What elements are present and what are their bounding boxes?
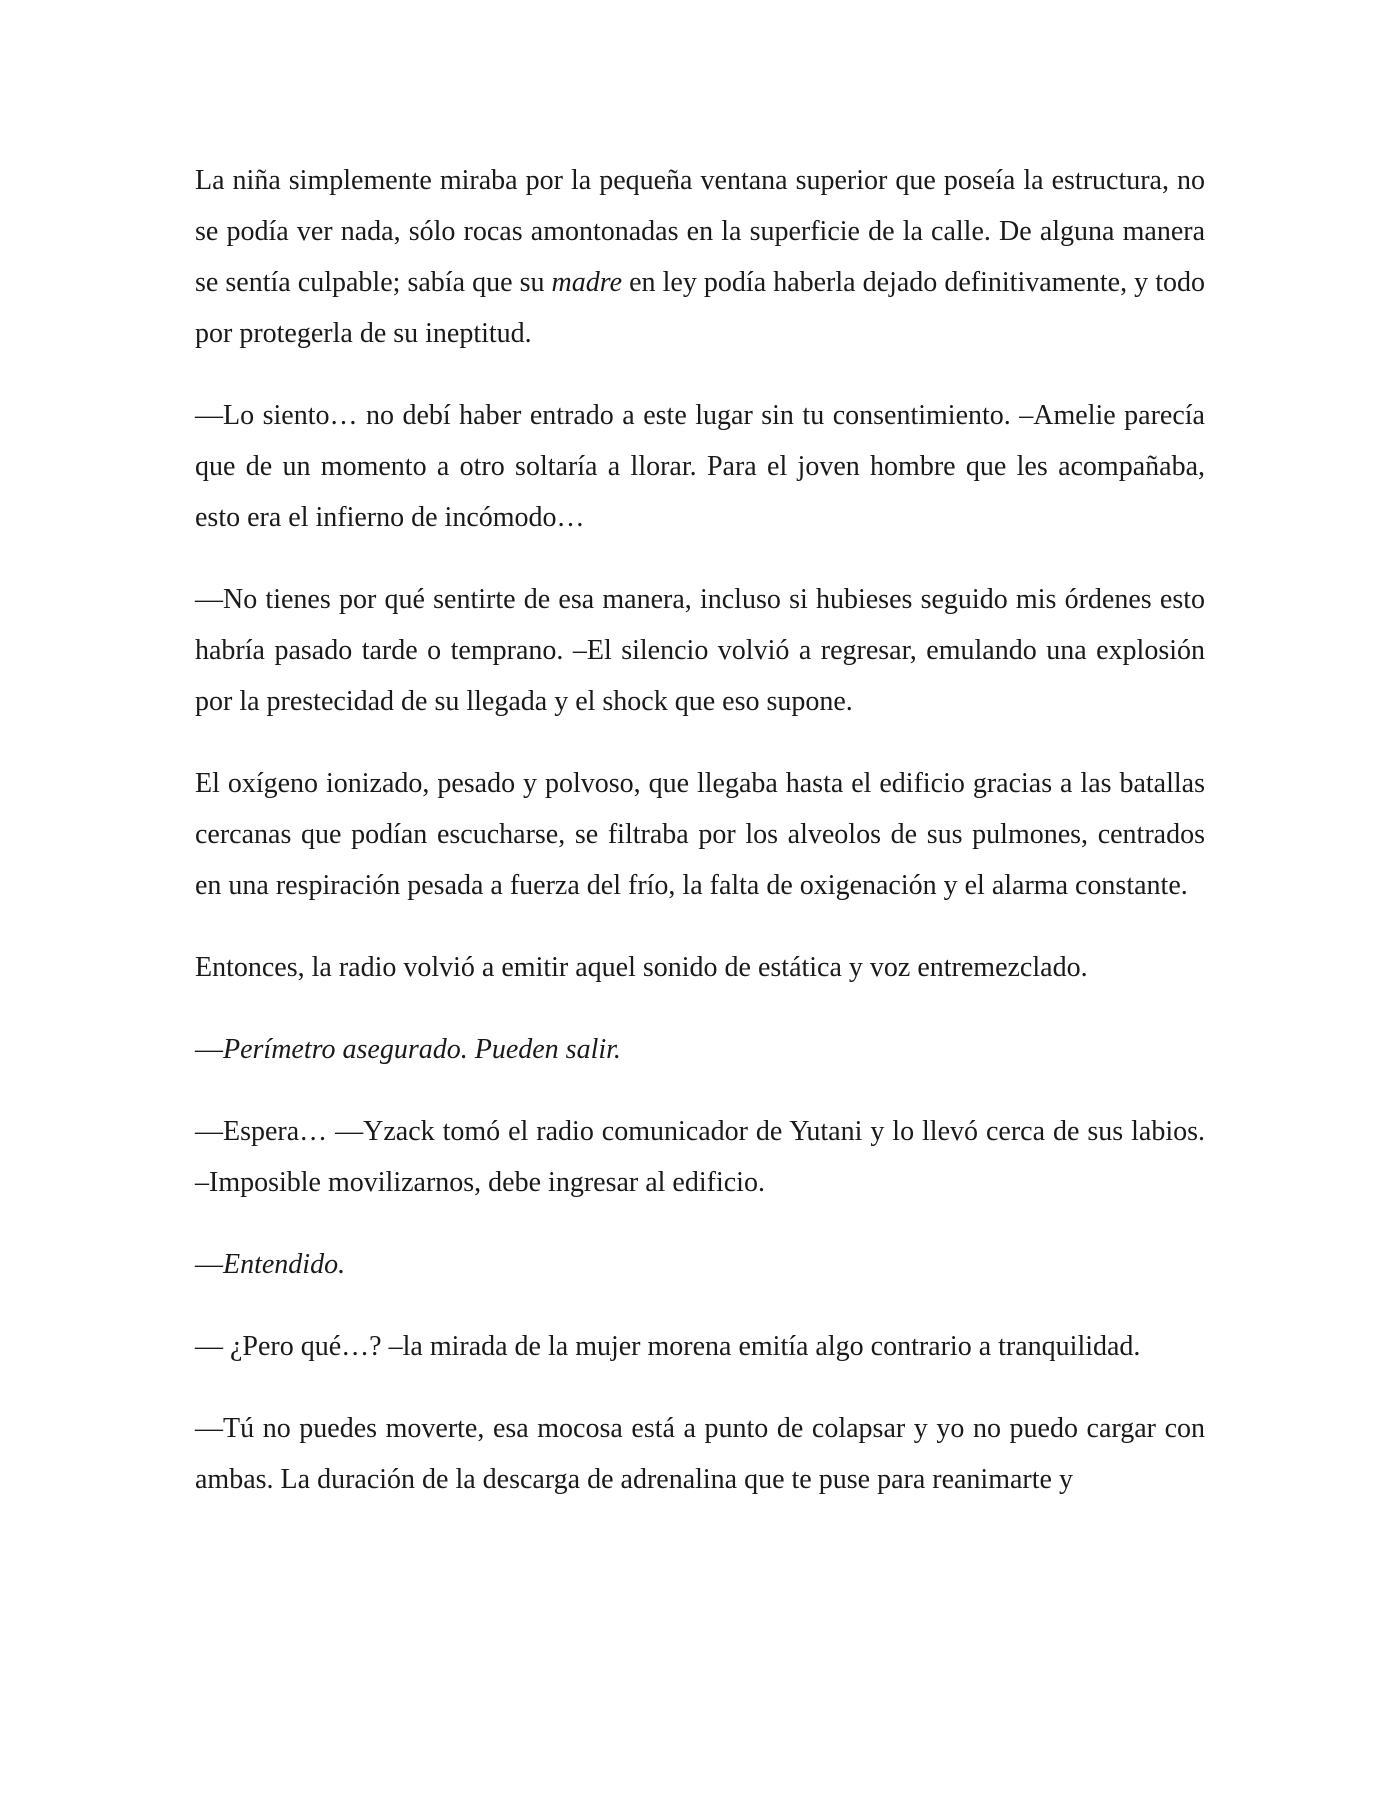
paragraph-4: El oxígeno ionizado, pesado y polvoso, que llegaba hasta el edificio gracias a las batallas cercanas que podían escucharse, se filtraba por los alveolos de sus pulmones, centrados en una respiración pesada a fuerza del frío, la falta de oxigenación y el alarma constante. <box>195 768 1205 901</box>
paragraph-10: —Tú no puedes moverte, esa mocosa está a punto de colapsar y yo no puedo cargar con ambas. La duración de la descarga de adrenalina que te puse para reanimarte y <box>195 1413 1205 1495</box>
paragraph-2: —Lo siento… no debí haber entrado a este lugar sin tu consentimiento. –Amelie parecía que de un momento a otro soltaría a llorar. Para el joven hombre que les acompañaba, esto era el infierno de incómodo… <box>195 400 1205 533</box>
paragraph-1-text-b: en ley podía haberla dejado definitivamente, y todo por protegerla de su ineptitud. <box>195 267 1205 349</box>
paragraph-6-italic-text: Perímetro asegurado. Pueden salir. <box>223 1034 621 1065</box>
paragraph-6-dash: — <box>195 1034 223 1065</box>
paragraph-8-italic-text: Entendido. <box>223 1249 346 1280</box>
paragraph-1 <box>195 155 1205 359</box>
body-text <box>195 155 1205 1536</box>
paragraph-3: —No tienes por qué sentirte de esa manera, incluso si hubieses seguido mis órdenes esto habría pasado tarde o temprano. –El silencio volvió a regresar, emulando una explosión por la prestecidad de su llegada y el shock que eso supone. <box>195 584 1205 717</box>
paragraph-8-dash: — <box>195 1249 223 1280</box>
paragraph-1-italic-word: madre <box>551 267 623 298</box>
paragraph-9: — ¿Pero qué…? –la mirada de la mujer morena emitía algo contrario a tranquilidad. <box>195 1331 1141 1362</box>
paragraph-1-text-a: La niña simplemente miraba por la pequeña ventana superior que poseía la estructura, no se podía ver nada, sólo rocas amontonadas en la superficie de la calle. De alguna manera se sentía culpable; sabía que su <box>195 165 1205 298</box>
paragraph-8 <box>195 1239 1205 1290</box>
paragraph-6 <box>195 1024 1205 1075</box>
paragraph-5: Entonces, la radio volvió a emitir aquel sonido de estática y voz entremezclado. <box>195 952 1088 983</box>
paragraph-7: —Espera… —Yzack tomó el radio comunicador de Yutani y lo llevó cerca de sus labios. –Imposible movilizarnos, debe ingresar al edificio. <box>195 1116 1205 1198</box>
